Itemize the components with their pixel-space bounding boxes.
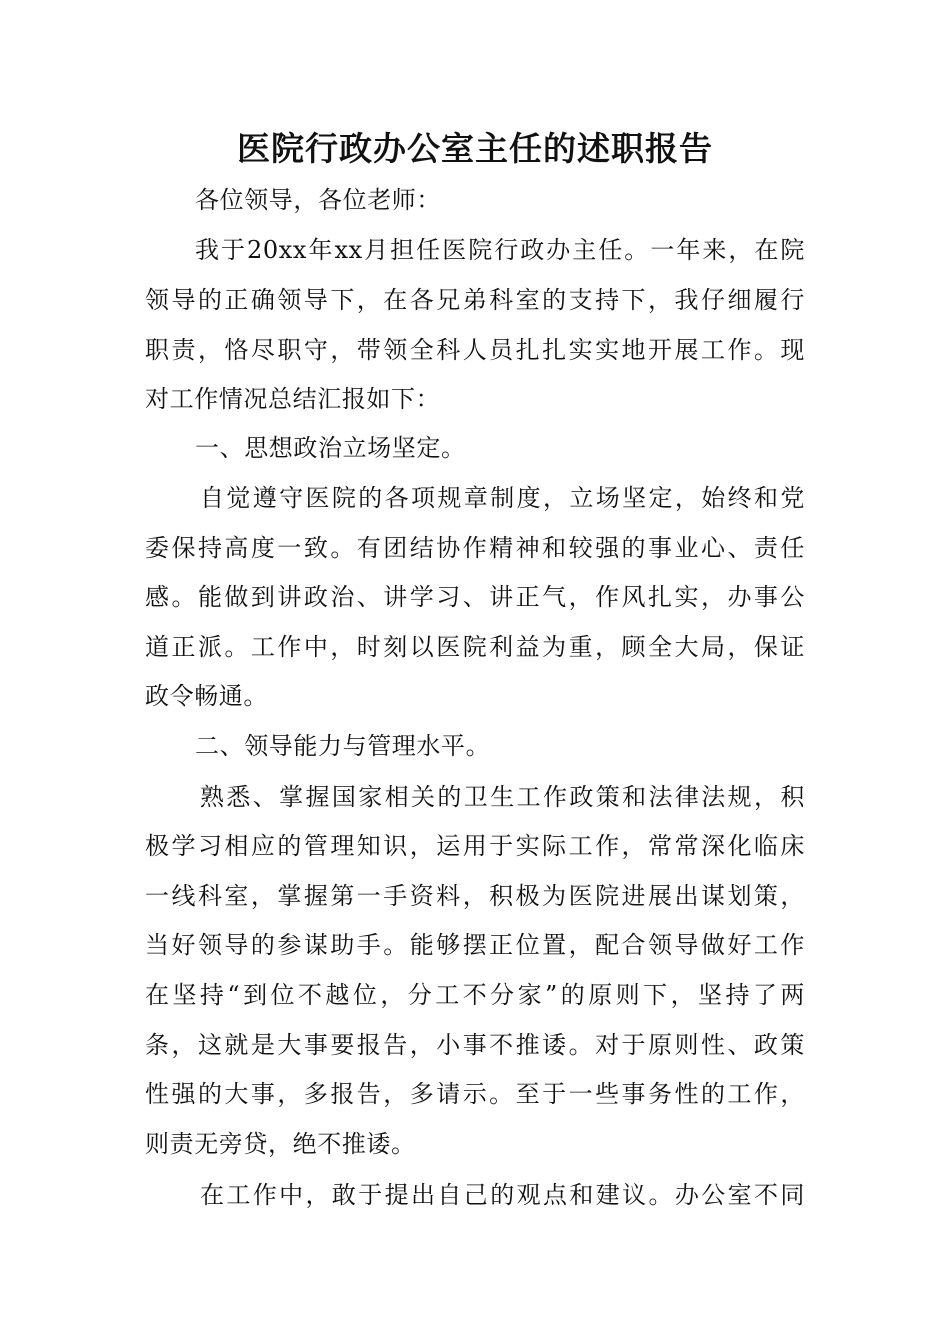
- paragraph-line: 一线科室，掌握第一手资料，积极为医院进展出谋划策，: [145, 882, 805, 910]
- paragraph-line: 委保持高度一致。有团结协作精神和较强的事业心、责任: [145, 534, 805, 562]
- salutation-line: 各位领导，各位老师：: [195, 186, 441, 214]
- paragraph-line: 政令畅通。: [145, 682, 268, 710]
- paragraph-line: 自觉遵守医院的各项规章制度，立场坚定，始终和党: [200, 484, 805, 512]
- paragraph-line: 则责无旁贷，绝不推诿。: [145, 1130, 416, 1158]
- paragraph-line: 当好领导的参谋助手。能够摆正位置，配合领导做好工作: [145, 931, 805, 959]
- paragraph-line: 对工作情况总结汇报如下：: [145, 385, 441, 413]
- paragraph-line: 领导的正确领导下，在各兄弟科室的支持下，我仔细履行: [145, 286, 805, 314]
- paragraph-line: 条，这就是大事要报告，小事不推诿。对于原则性、政策: [145, 1031, 805, 1059]
- paragraph-line: 熟悉、掌握国家相关的卫生工作政策和法律法规，积: [200, 783, 805, 811]
- section-heading: 二、领导能力与管理水平。: [195, 732, 491, 760]
- paragraph-line: 道正派。工作中，时刻以医院利益为重，顾全大局，保证: [145, 633, 805, 661]
- paragraph-line: 我于20xx年xx月担任医院行政办主任。一年来，在院: [195, 236, 805, 264]
- paragraph-line: 感。能做到讲政治、讲学习、讲正气，作风扎实，办事公: [145, 583, 805, 611]
- paragraph-line: 在工作中，敢于提出自己的观点和建议。办公室不同: [200, 1181, 805, 1209]
- paragraph-line: 在坚持“到位不越位，分工不分家”的原则下，坚持了两: [145, 981, 805, 1009]
- paragraph-line: 性强的大事，多报告，多请示。至于一些事务性的工作，: [145, 1080, 805, 1108]
- section-heading: 一、思想政治立场坚定。: [195, 434, 466, 462]
- paragraph-line: 职责，恪尽职守，带领全科人员扎扎实实地开展工作。现: [145, 336, 805, 364]
- paragraph-line: 极学习相应的管理知识，运用于实际工作，常常深化临床: [145, 832, 805, 860]
- document-title: 医院行政办公室主任的述职报告: [237, 129, 713, 168]
